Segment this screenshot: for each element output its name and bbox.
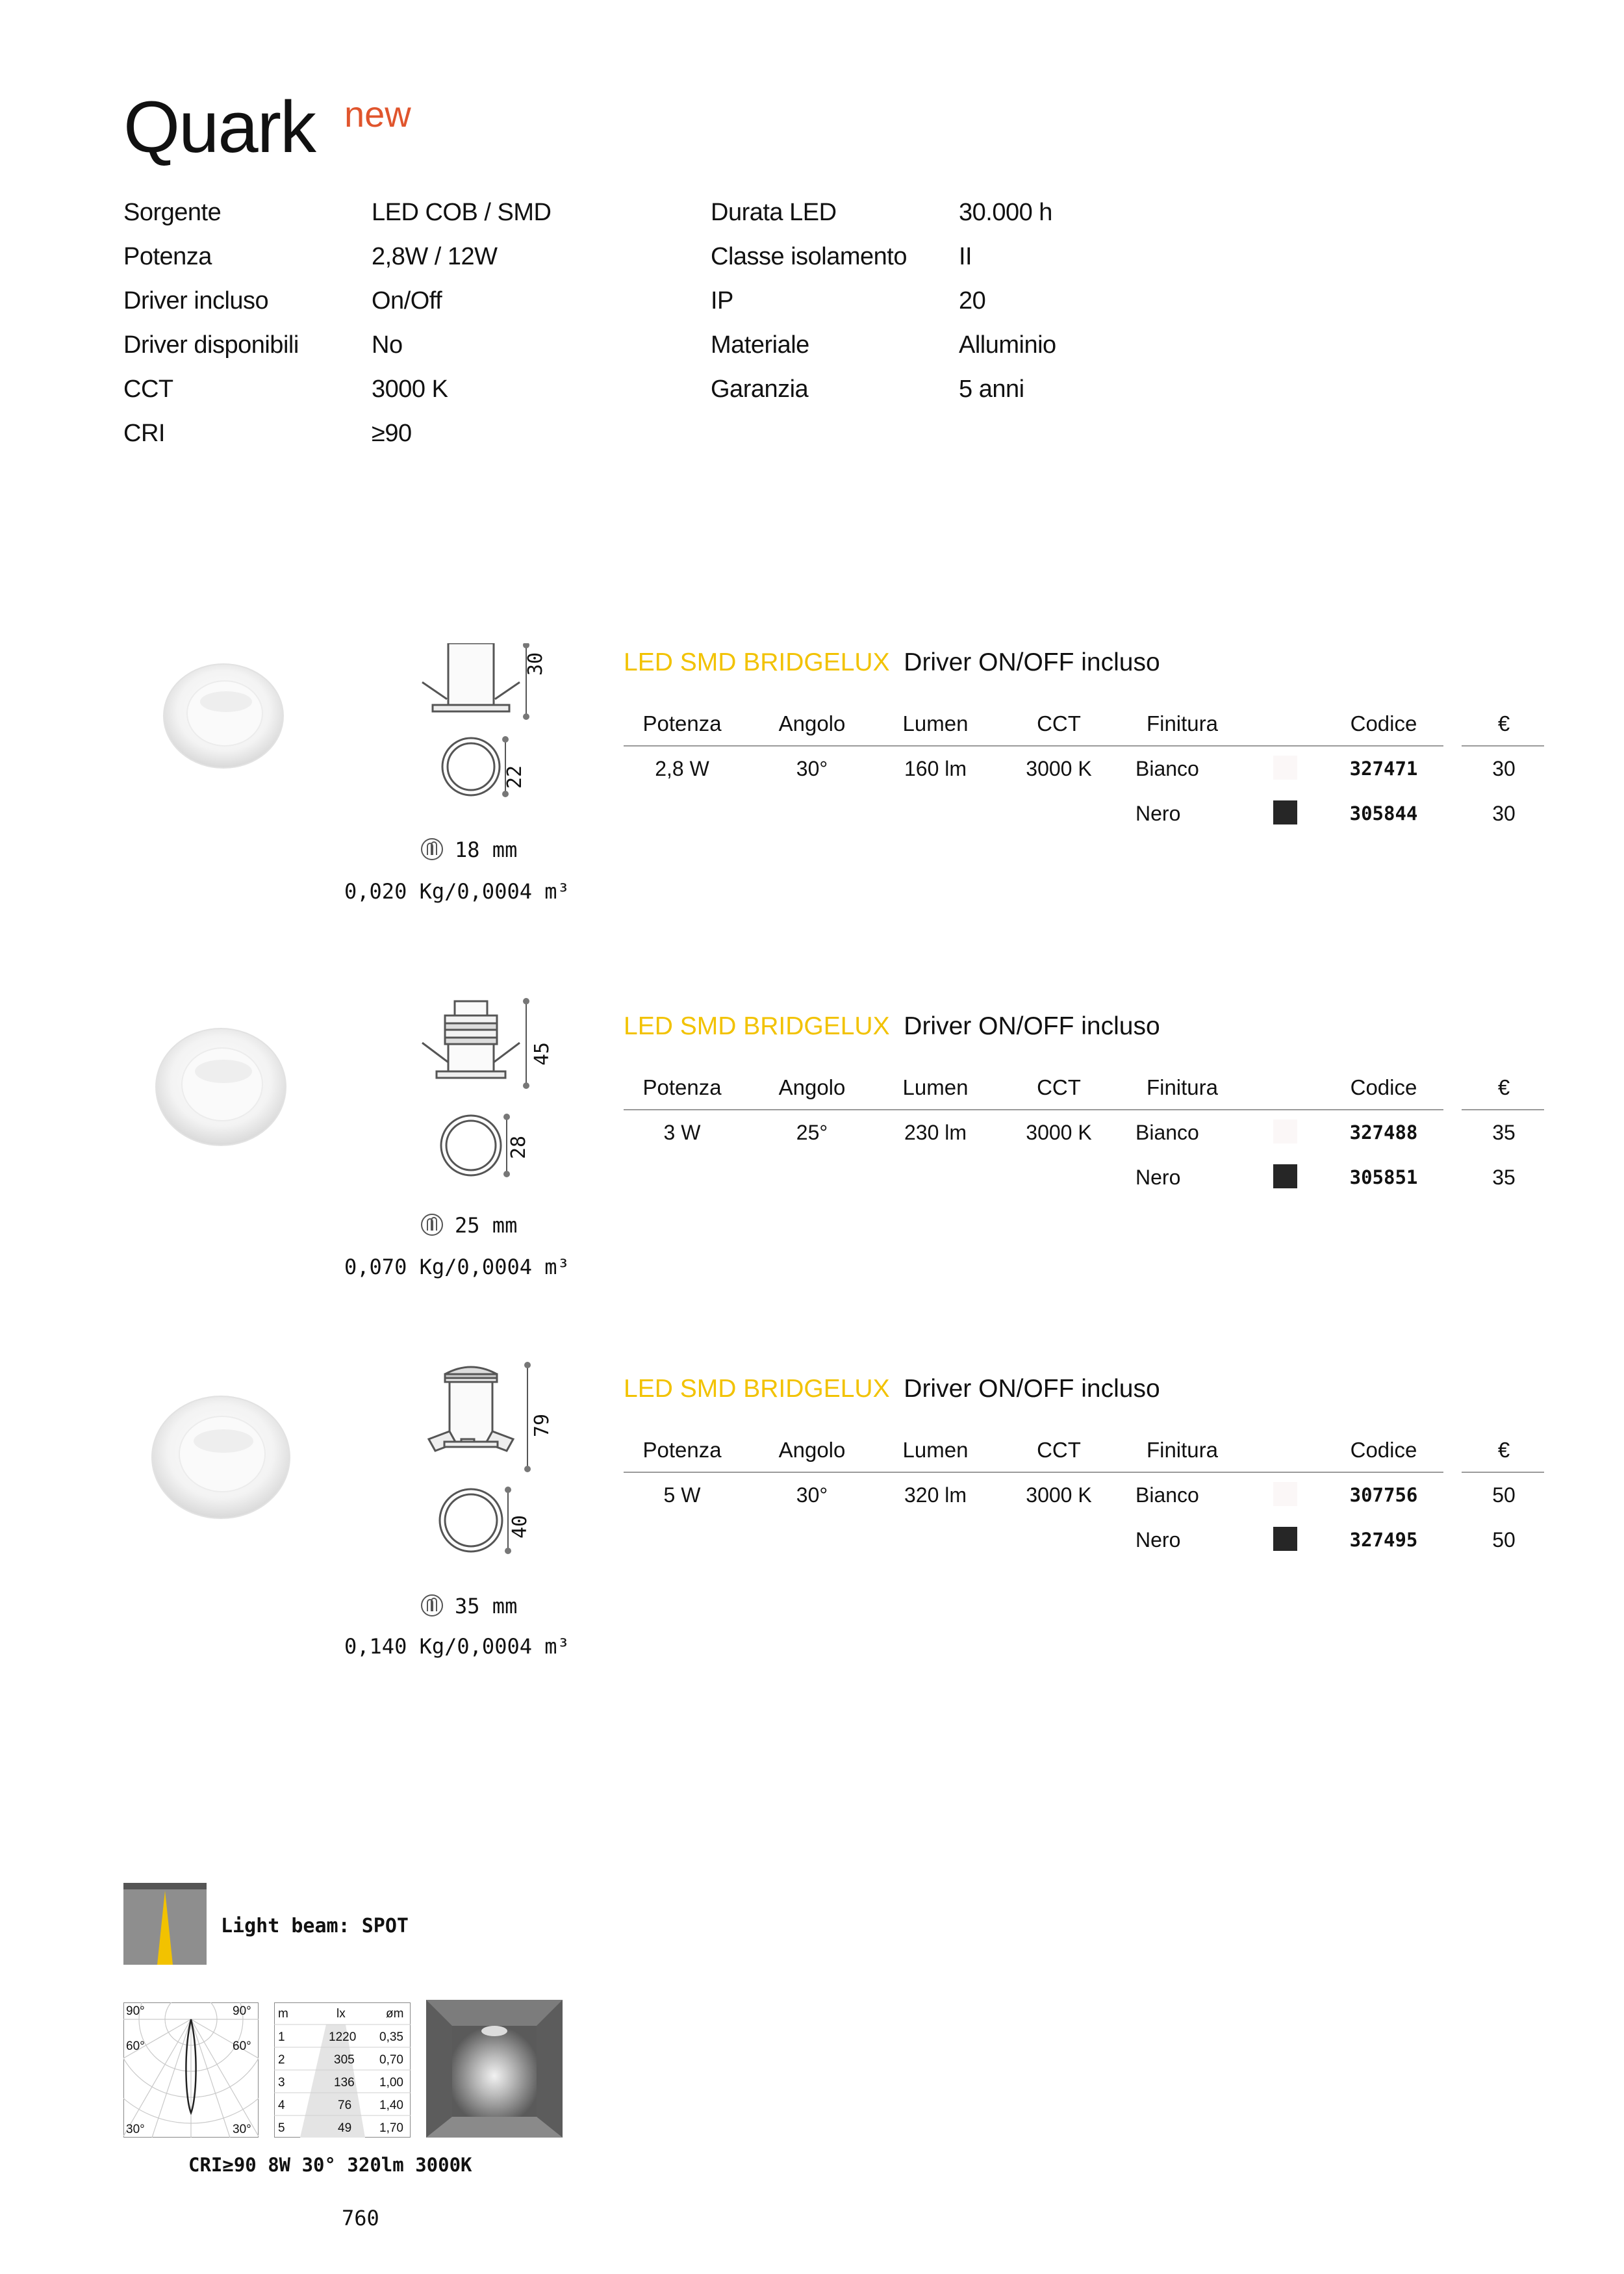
- photometric-table-bg: [274, 2002, 411, 2138]
- spec-key: Durata LED: [711, 199, 837, 226]
- finish-swatch-black: [1273, 1527, 1297, 1551]
- photometric-cell: 0,70: [379, 2053, 403, 2067]
- cell-price: 35: [1492, 1121, 1516, 1144]
- finish-swatch-white: [1273, 756, 1297, 780]
- col-header-lumen: Lumen: [902, 711, 969, 735]
- spec-key: Potenza: [123, 243, 212, 270]
- photometric-header-lx: lx: [336, 2007, 346, 2021]
- cell-finitura: Bianco: [1136, 757, 1199, 780]
- spec-value: No: [372, 331, 403, 359]
- table-rule: [1462, 745, 1544, 747]
- col-header-angolo: Angolo: [778, 1075, 846, 1099]
- cell-codice: 327488: [1349, 1121, 1418, 1143]
- col-header-finitura: Finitura: [1146, 1438, 1219, 1462]
- cell-finitura: Bianco: [1136, 1483, 1199, 1507]
- cell-finitura: Nero: [1136, 1528, 1181, 1552]
- photometric-cell: 1220: [329, 2030, 357, 2044]
- brand-label: LED SMD BRIDGELUX: [624, 648, 890, 676]
- photometric-header-m: m: [278, 2007, 288, 2021]
- weight-volume: 0,070 Kg/0,0004 m³: [344, 1255, 570, 1279]
- hole-cut-icon: [420, 1593, 444, 1618]
- spec-value: On/Off: [372, 287, 442, 314]
- polar-label: 90°: [233, 2004, 251, 2018]
- polar-label: 60°: [233, 2039, 251, 2053]
- spec-key: Driver disponibili: [123, 331, 299, 359]
- light-beam-caption: CRI≥90 8W 30° 320lm 3000K: [188, 2154, 472, 2176]
- cell-potenza: 3 W: [663, 1121, 701, 1144]
- section-heading: [624, 1376, 1160, 1401]
- diameter-dimension: 40: [509, 1514, 531, 1539]
- driver-label: Driver ON/OFF incluso: [904, 1012, 1160, 1040]
- photometric-cell: 1,70: [379, 2121, 403, 2135]
- photometric-cell: 1,00: [379, 2076, 403, 2089]
- photometric-cell: 2: [278, 2053, 285, 2067]
- spec-value: 3000 K: [372, 376, 448, 403]
- photometric-cell: 1,40: [379, 2099, 403, 2112]
- photometric-cell: 136: [334, 2076, 355, 2089]
- product-photo: [146, 1390, 302, 1527]
- spec-value: LED COB / SMD: [372, 199, 552, 226]
- cell-price: 35: [1492, 1166, 1516, 1189]
- table-rule: [624, 1109, 1443, 1110]
- col-header-codice: Codice: [1350, 711, 1417, 735]
- finish-swatch-white: [1273, 1119, 1297, 1143]
- spec-value: 2,8W / 12W: [372, 243, 498, 270]
- cell-finitura: Nero: [1136, 802, 1181, 825]
- spec-value: II: [959, 243, 972, 270]
- product-photo: [156, 656, 299, 780]
- cell-lumen: 160 lm: [904, 757, 967, 780]
- photometric-cell: 3: [278, 2076, 285, 2089]
- driver-label: Driver ON/OFF incluso: [904, 648, 1160, 676]
- cell-codice: 305844: [1349, 802, 1418, 824]
- cell-price: 30: [1492, 757, 1516, 780]
- height-dimension: 79: [531, 1413, 553, 1437]
- photometric-cell: 76: [338, 2099, 352, 2112]
- col-header-finitura: Finitura: [1146, 1075, 1219, 1099]
- cell-angolo: 30°: [796, 1483, 828, 1507]
- spec-key: IP: [711, 287, 733, 314]
- col-header-lumen: Lumen: [902, 1075, 969, 1099]
- table-rule: [624, 1472, 1443, 1473]
- photometric-cell: 305: [334, 2053, 355, 2067]
- product-photo: [149, 1023, 299, 1153]
- col-header-cct: CCT: [1037, 1438, 1081, 1462]
- hole-cut-icon: [420, 837, 444, 862]
- col-header-price: €: [1497, 1075, 1510, 1099]
- spec-value: 30.000 h: [959, 199, 1052, 226]
- cell-potenza: 2,8 W: [655, 757, 709, 780]
- brand-label: LED SMD BRIDGELUX: [624, 1012, 890, 1040]
- cell-price: 50: [1492, 1483, 1516, 1507]
- photometric-cell: 0,35: [379, 2030, 403, 2044]
- table-rule: [1462, 1109, 1544, 1110]
- brand-label: LED SMD BRIDGELUX: [624, 1375, 890, 1403]
- polar-label: 30°: [126, 2123, 145, 2136]
- weight-volume: 0,140 Kg/0,0004 m³: [344, 1634, 570, 1659]
- col-header-potenza: Potenza: [642, 711, 722, 735]
- cell-price: 30: [1492, 802, 1516, 825]
- spec-key: Materiale: [711, 331, 809, 359]
- polar-label: 30°: [233, 2123, 251, 2136]
- cell-cct: 3000 K: [1026, 1121, 1092, 1144]
- cell-potenza: 5 W: [663, 1483, 701, 1507]
- cell-codice: 327471: [1349, 758, 1418, 780]
- diameter-dimension: 22: [503, 765, 526, 789]
- cell-price: 50: [1492, 1528, 1516, 1552]
- hole-size: 35 mm: [455, 1594, 518, 1618]
- new-badge: new: [344, 94, 411, 134]
- light-beam-label: Light beam: SPOT: [221, 1915, 409, 1937]
- col-header-codice: Codice: [1350, 1438, 1417, 1462]
- page-number: 760: [342, 2206, 379, 2230]
- col-header-price: €: [1497, 1438, 1510, 1462]
- spec-key: CCT: [123, 376, 173, 403]
- spec-value: Alluminio: [959, 331, 1056, 359]
- finish-swatch-white: [1273, 1482, 1297, 1506]
- light-effect-photo: [426, 2000, 563, 2138]
- polar-diagram: [123, 2002, 259, 2138]
- table-rule: [1462, 1472, 1544, 1473]
- cell-codice: 307756: [1349, 1484, 1418, 1506]
- height-dimension: 45: [531, 1041, 553, 1066]
- hole-size: 25 mm: [455, 1213, 518, 1238]
- weight-volume: 0,020 Kg/0,0004 m³: [344, 879, 570, 904]
- technical-drawing: [416, 997, 565, 1186]
- photometric-cell: 49: [338, 2121, 352, 2135]
- col-header-angolo: Angolo: [778, 1438, 846, 1462]
- section-heading: [624, 650, 1160, 675]
- photometric-cell: 4: [278, 2099, 285, 2112]
- cell-cct: 3000 K: [1026, 757, 1092, 780]
- finish-swatch-black: [1273, 800, 1297, 824]
- finish-swatch-black: [1273, 1164, 1297, 1188]
- spec-key: CRI: [123, 420, 165, 447]
- spot-beam-icon: [123, 1883, 207, 1965]
- col-header-angolo: Angolo: [778, 711, 846, 735]
- product-title: Quark: [123, 86, 315, 168]
- col-header-codice: Codice: [1350, 1075, 1417, 1099]
- polar-label: 60°: [126, 2039, 145, 2053]
- cell-lumen: 230 lm: [904, 1121, 967, 1144]
- col-header-finitura: Finitura: [1146, 711, 1219, 735]
- cell-angolo: 30°: [796, 757, 828, 780]
- col-header-cct: CCT: [1037, 711, 1081, 735]
- spec-value: 5 anni: [959, 376, 1024, 403]
- cell-finitura: Nero: [1136, 1166, 1181, 1189]
- col-header-potenza: Potenza: [642, 1075, 722, 1099]
- spec-key: Classe isolamento: [711, 243, 907, 270]
- cell-angolo: 25°: [796, 1121, 828, 1144]
- cell-codice: 305851: [1349, 1166, 1418, 1188]
- section-heading: [624, 1014, 1160, 1039]
- cell-lumen: 320 lm: [904, 1483, 967, 1507]
- col-header-lumen: Lumen: [902, 1438, 969, 1462]
- diameter-dimension: 28: [507, 1135, 530, 1159]
- height-dimension: 30: [524, 652, 547, 676]
- spec-key: Sorgente: [123, 199, 222, 226]
- photometric-cell: 5: [278, 2121, 285, 2135]
- polar-label: 90°: [126, 2004, 145, 2018]
- cell-codice: 327495: [1349, 1529, 1418, 1551]
- spec-key: Garanzia: [711, 376, 809, 403]
- cell-cct: 3000 K: [1026, 1483, 1092, 1507]
- col-header-cct: CCT: [1037, 1075, 1081, 1099]
- col-header-price: €: [1497, 711, 1510, 735]
- table-rule: [624, 745, 1443, 747]
- hole-size: 18 mm: [455, 837, 518, 862]
- hole-cut-icon: [420, 1212, 444, 1237]
- spec-value: 20: [959, 287, 986, 314]
- driver-label: Driver ON/OFF incluso: [904, 1375, 1160, 1403]
- col-header-potenza: Potenza: [642, 1438, 722, 1462]
- photometric-header-om: øm: [386, 2007, 404, 2021]
- photometric-cell: 1: [278, 2030, 285, 2044]
- spec-value: ≥90: [372, 420, 412, 447]
- cell-finitura: Bianco: [1136, 1121, 1199, 1144]
- technical-drawing: [416, 1361, 565, 1556]
- spec-key: Driver incluso: [123, 287, 269, 314]
